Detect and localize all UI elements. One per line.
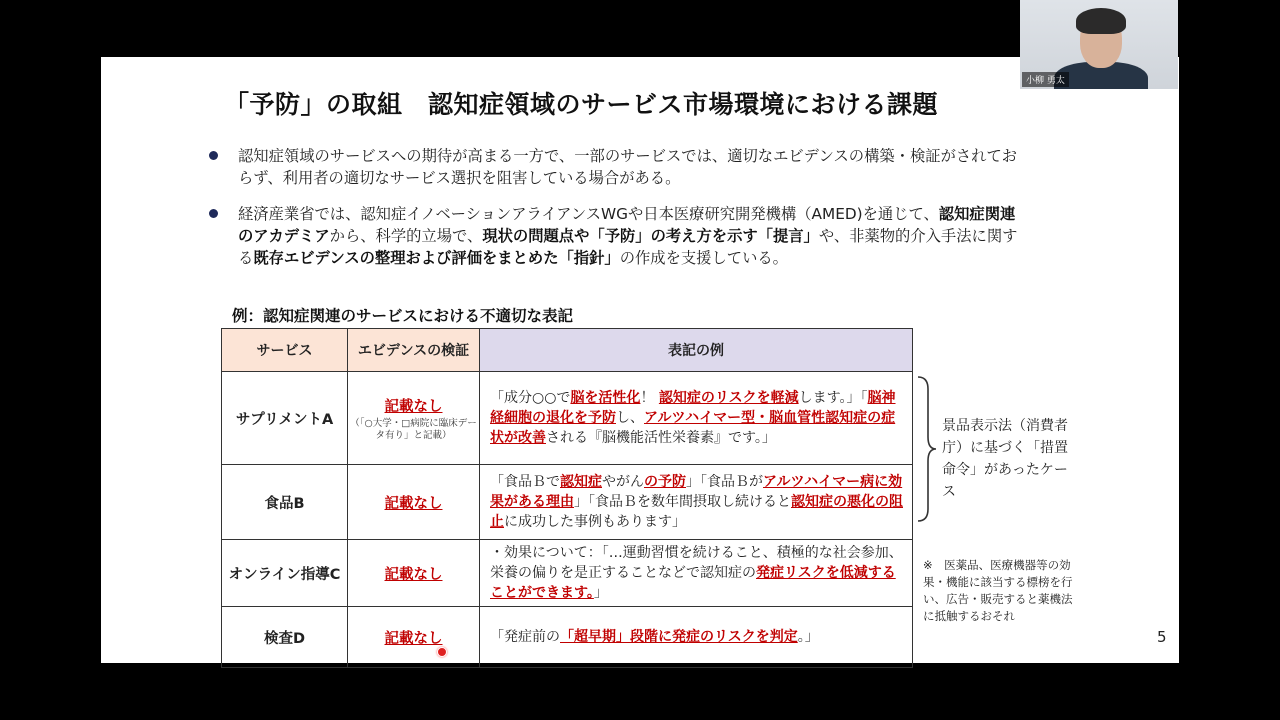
bullet-text	[238, 147, 1017, 187]
side-note: 景品表示法（消費者庁）に基づく「措置命令」があったケース	[942, 418, 1068, 500]
highlighted-claim: の予防	[644, 474, 686, 490]
evidence-status: 記載なし	[384, 566, 443, 583]
presentation-slide	[101, 57, 1179, 663]
text-segment: ！	[640, 390, 659, 406]
evidence-status: 記載なし	[384, 630, 443, 647]
table-row	[222, 540, 913, 607]
bold-text: 現状の問題点や「予防」の考え方を示す「提言」	[482, 227, 819, 245]
highlighted-claim: 発症リスクを低減することができます。	[490, 565, 896, 601]
highlighted-claim: アルツハイマー型・脳血管性認知症の症状が改善	[490, 410, 896, 446]
evidence-status: 記載なし	[384, 495, 443, 512]
evidence-cell	[348, 540, 480, 607]
person-hair	[1076, 8, 1126, 34]
bold-text: 既存エビデンスの整理および評価をまとめた「指針」	[253, 249, 620, 267]
highlighted-claim: 認知症のリスクを軽減	[658, 390, 799, 406]
bold-text: 認知症関連のアカデミア	[238, 205, 1016, 245]
bullet-item	[204, 145, 1024, 189]
participant-name: 小柳 勇太	[1022, 72, 1069, 87]
service-name: 検査D	[222, 607, 348, 668]
evidence-cell	[348, 372, 480, 465]
bullet-list	[204, 145, 1024, 283]
text-segment: から、科学的立場で、	[329, 227, 483, 245]
text-segment: 「成分○○で	[490, 390, 571, 406]
evidence-cell	[348, 607, 480, 668]
text-segment: 」「食品Ｂが	[686, 474, 763, 490]
text-segment: 「食品Ｂで	[490, 474, 560, 490]
example-text	[480, 540, 913, 607]
service-name: サプリメントA	[222, 372, 348, 465]
bullet-dot-icon	[209, 151, 218, 160]
highlighted-claim: 脳神経細胞の退化を予防	[490, 390, 896, 426]
highlighted-claim: 脳を活性化	[570, 390, 641, 406]
text-segment: に成功した事例もあります」	[504, 514, 686, 530]
table-row	[222, 607, 913, 668]
text-segment: 「発症前の	[490, 629, 560, 645]
highlighted-claim: アルツハイマー病に効果がある理由	[490, 474, 903, 510]
bullet-text	[238, 205, 1017, 267]
example-text	[480, 372, 913, 465]
table-row	[222, 465, 913, 540]
service-name: 食品B	[222, 465, 348, 540]
example-text	[480, 465, 913, 540]
right-brace-icon	[916, 375, 938, 523]
text-segment: される『脳機能活性栄養素』です。」	[546, 430, 776, 446]
table-header-row	[222, 329, 913, 372]
evidence-cell	[348, 465, 480, 540]
text-segment: やがん	[602, 474, 644, 490]
participant-video-thumbnail[interactable]	[1020, 0, 1178, 89]
header-evidence: エビデンスの検証	[348, 329, 480, 372]
header-service: サービス	[222, 329, 348, 372]
bullet-item	[204, 203, 1024, 269]
text-segment: します。」「	[798, 390, 868, 406]
text-segment: 」	[593, 585, 608, 601]
pointer-cursor-icon	[437, 647, 447, 657]
text-segment: の作成を支援している。	[619, 249, 788, 267]
text-segment: ・効果について：「…運動習慣を続けること、積極的な社会参加、栄養の偏りを是正することなどで認知症の	[490, 545, 903, 581]
bullet-dot-icon	[209, 209, 218, 218]
service-name: オンライン指導C	[222, 540, 348, 607]
text-segment: 経済産業省では、認知症イノベーションアライアンスWGや日本医療研究開発機構（AMED)を通じて、	[238, 205, 939, 223]
example-title: 例：認知症関連のサービスにおける不適切な表記	[232, 307, 574, 325]
page-number: 5	[1157, 628, 1167, 646]
evidence-status: 記載なし	[384, 398, 443, 415]
text-segment: 認知症領域のサービスへの期待が高まる一方で、一部のサービスでは、適切なエビデンスの構築・検証がされておらず、利用者の適切なサービス選択を阻害している場合がある。	[238, 147, 1018, 187]
slide-title: 「予防」の取組 認知症領域のサービス市場環境における課題	[224, 90, 939, 119]
text-segment: し、	[616, 410, 644, 426]
highlighted-claim: 認知症	[560, 474, 602, 490]
example-text	[480, 607, 913, 668]
text-segment: や、非薬物的介入手法に関する	[238, 227, 1018, 267]
table-row	[222, 372, 913, 465]
highlighted-claim: 「超早期」段階に発症のリスクを判定	[560, 629, 798, 645]
text-segment: 」「食品Ｂを数年間摂取し続けると	[574, 494, 791, 510]
evidence-note: （「○大学・□病院に臨床データ有り」と記載）	[350, 417, 477, 441]
service-table	[221, 328, 913, 668]
highlighted-claim: 認知症の悪化の阻止	[490, 494, 903, 530]
text-segment: 。」	[797, 629, 819, 645]
header-example: 表記の例	[480, 329, 913, 372]
foot-note: ※ 医薬品、医療機器等の効果・機能に該当する標榜を行い、広告・販売すると薬機法に抵触するおそれ	[923, 558, 1073, 623]
